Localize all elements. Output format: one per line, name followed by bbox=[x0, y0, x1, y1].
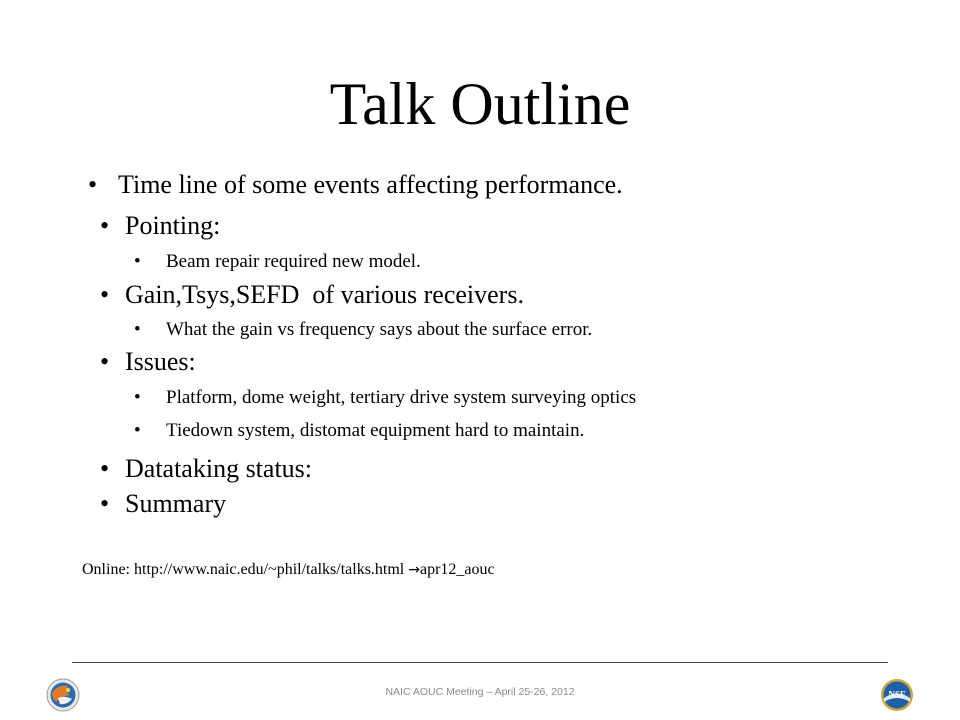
bullet-dot-icon: • bbox=[134, 420, 141, 441]
bullet-text: Issues: bbox=[125, 347, 196, 376]
bullet-text: Datataking status: bbox=[125, 454, 313, 483]
sub-bullet-item bbox=[134, 386, 636, 410]
sub-bullet-item bbox=[134, 419, 584, 443]
bullet-dot-icon: • bbox=[100, 211, 110, 240]
online-url-text[interactable]: Online: http://www.naic.edu/~phil/talks/talks.html bbox=[82, 561, 409, 578]
nsf-logo-text: NSF bbox=[888, 689, 906, 700]
online-link-line bbox=[82, 560, 495, 580]
bullet-dot-icon: • bbox=[100, 489, 110, 518]
bullet-item bbox=[100, 211, 220, 241]
bullet-text: Beam repair required new model. bbox=[166, 251, 421, 272]
bullet-dot-icon: • bbox=[88, 170, 98, 199]
bullet-dot-icon: • bbox=[134, 251, 141, 272]
footer-divider bbox=[72, 662, 888, 663]
bullet-dot-icon: • bbox=[100, 280, 110, 309]
bullet-text: Platform, dome weight, tertiary drive system surveying optics bbox=[166, 387, 637, 408]
bullet-item bbox=[100, 347, 196, 377]
bullet-dot-icon: • bbox=[100, 347, 110, 376]
bullet-item bbox=[88, 170, 623, 200]
sub-bullet-item bbox=[134, 250, 421, 274]
bullet-text: Gain,Tsys,SEFD of various receivers. bbox=[125, 280, 524, 309]
bullet-dot-icon: • bbox=[134, 387, 141, 408]
arrow-right-icon: → bbox=[408, 562, 420, 578]
bullet-item bbox=[100, 454, 312, 484]
bullet-text: Time line of some events affecting performance. bbox=[118, 170, 623, 199]
footer-text: NAIC AOUC Meeting – April 25-26, 2012 bbox=[385, 686, 575, 698]
bullet-text: Pointing: bbox=[125, 211, 221, 240]
bullet-item bbox=[100, 280, 524, 310]
slide-title: Talk Outline bbox=[329, 71, 631, 137]
sub-bullet-item bbox=[134, 318, 592, 342]
bullet-text: Summary bbox=[125, 489, 227, 518]
bullet-text: What the gain vs frequency says about the surface error. bbox=[166, 319, 593, 340]
nsf-logo-icon bbox=[880, 678, 914, 717]
bullet-dot-icon: • bbox=[134, 319, 141, 340]
bullet-text: Tiedown system, distomat equipment hard to maintain. bbox=[166, 420, 585, 441]
bullet-item bbox=[100, 489, 226, 519]
bullet-dot-icon: • bbox=[100, 454, 110, 483]
naic-logo-icon bbox=[46, 678, 80, 717]
online-target-text: apr12_aouc bbox=[419, 561, 495, 578]
